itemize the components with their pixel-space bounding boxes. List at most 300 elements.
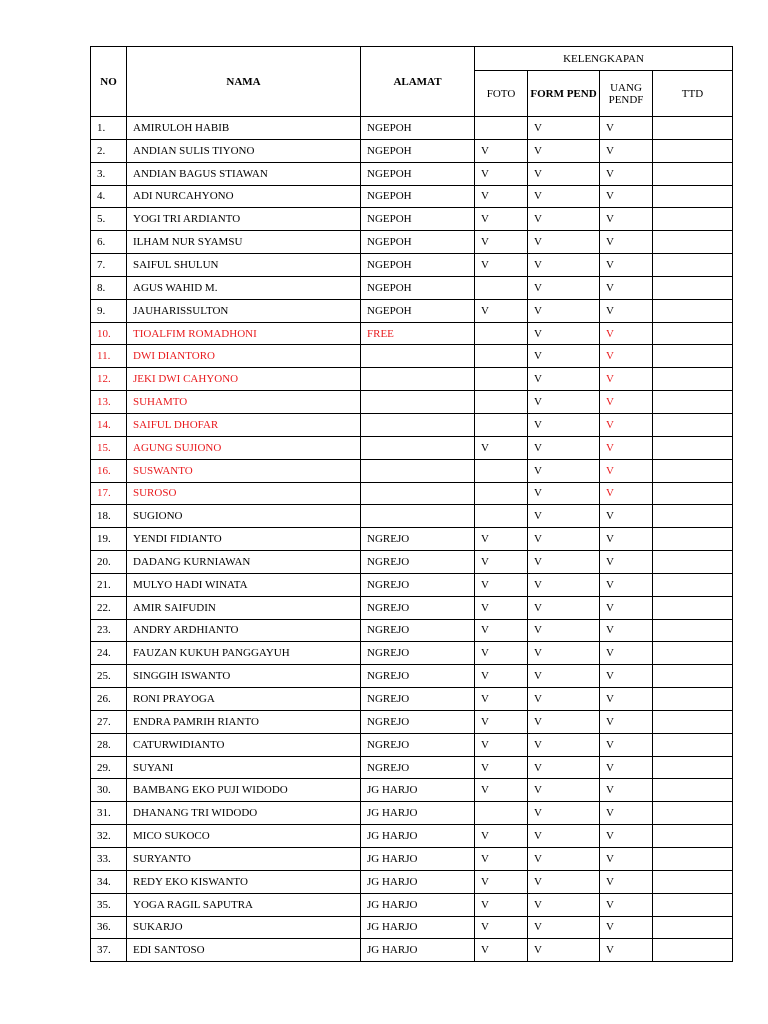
row-ttd-signature: [653, 825, 733, 848]
row-address: NGREJO: [361, 733, 475, 756]
row-address: NGEPOH: [361, 185, 475, 208]
row-uang-check: V: [600, 779, 653, 802]
table-row: [91, 162, 733, 185]
table-row: [91, 688, 733, 711]
row-uang-check: V: [600, 733, 653, 756]
row-address: NGEPOH: [361, 276, 475, 299]
table-row: [91, 825, 733, 848]
row-ttd-signature: [653, 573, 733, 596]
row-ttd-signature: [653, 756, 733, 779]
row-form-check: V: [528, 231, 600, 254]
row-ttd-signature: [653, 710, 733, 733]
row-foto-check: V: [475, 254, 528, 277]
row-foto-check: V: [475, 528, 528, 551]
row-name: DADANG KURNIAWAN: [127, 551, 361, 574]
row-address: NGREJO: [361, 573, 475, 596]
row-name: SUGIONO: [127, 505, 361, 528]
row-foto-check: [475, 368, 528, 391]
table-row: [91, 254, 733, 277]
table-row: [91, 665, 733, 688]
row-name: ANDRY ARDHIANTO: [127, 619, 361, 642]
row-number: 3.: [91, 162, 127, 185]
row-name: ILHAM NUR SYAMSU: [127, 231, 361, 254]
row-number: 17.: [91, 482, 127, 505]
row-number: 21.: [91, 573, 127, 596]
row-ttd-signature: [653, 688, 733, 711]
row-name: SUYANI: [127, 756, 361, 779]
table-row: [91, 802, 733, 825]
table-row: [91, 848, 733, 871]
row-uang-check: V: [600, 231, 653, 254]
row-name: SINGGIH ISWANTO: [127, 665, 361, 688]
row-foto-check: V: [475, 573, 528, 596]
row-foto-check: V: [475, 596, 528, 619]
row-name: SAIFUL DHOFAR: [127, 413, 361, 436]
row-uang-check: V: [600, 254, 653, 277]
row-form-check: V: [528, 208, 600, 231]
row-form-check: V: [528, 756, 600, 779]
row-number: 27.: [91, 710, 127, 733]
row-address: JG HARJO: [361, 893, 475, 916]
row-number: 13.: [91, 391, 127, 414]
header-foto: FOTO: [475, 71, 528, 117]
row-form-check: V: [528, 254, 600, 277]
row-name: JEKI DWI CAHYONO: [127, 368, 361, 391]
table-row: [91, 322, 733, 345]
table-row: [91, 733, 733, 756]
row-ttd-signature: [653, 391, 733, 414]
row-number: 18.: [91, 505, 127, 528]
row-foto-check: V: [475, 551, 528, 574]
row-name: ENDRA PAMRIH RIANTO: [127, 710, 361, 733]
row-name: SUHAMTO: [127, 391, 361, 414]
row-name: SUSWANTO: [127, 459, 361, 482]
row-name: YOGA RAGIL SAPUTRA: [127, 893, 361, 916]
row-number: 15.: [91, 436, 127, 459]
table-row: [91, 573, 733, 596]
row-ttd-signature: [653, 619, 733, 642]
table-row: [91, 916, 733, 939]
row-form-check: V: [528, 779, 600, 802]
row-ttd-signature: [653, 413, 733, 436]
row-number: 20.: [91, 551, 127, 574]
row-number: 37.: [91, 939, 127, 962]
row-uang-check: V: [600, 391, 653, 414]
row-number: 28.: [91, 733, 127, 756]
row-uang-check: V: [600, 185, 653, 208]
row-foto-check: [475, 482, 528, 505]
row-form-check: V: [528, 870, 600, 893]
row-uang-check: V: [600, 276, 653, 299]
table-row: [91, 505, 733, 528]
row-address: [361, 413, 475, 436]
row-number: 11.: [91, 345, 127, 368]
table-row: [91, 391, 733, 414]
row-uang-check: V: [600, 893, 653, 916]
row-ttd-signature: [653, 482, 733, 505]
row-form-check: V: [528, 596, 600, 619]
row-uang-check: V: [600, 665, 653, 688]
row-ttd-signature: [653, 299, 733, 322]
row-uang-check: V: [600, 505, 653, 528]
row-ttd-signature: [653, 117, 733, 140]
row-uang-check: V: [600, 573, 653, 596]
row-address: NGEPOH: [361, 139, 475, 162]
row-form-check: V: [528, 482, 600, 505]
row-number: 36.: [91, 916, 127, 939]
row-ttd-signature: [653, 345, 733, 368]
row-foto-check: V: [475, 619, 528, 642]
row-uang-check: V: [600, 825, 653, 848]
row-number: 4.: [91, 185, 127, 208]
table-row: [91, 299, 733, 322]
row-form-check: V: [528, 710, 600, 733]
table-row: [91, 551, 733, 574]
row-ttd-signature: [653, 939, 733, 962]
row-number: 34.: [91, 870, 127, 893]
header-form-pend: FORM PEND: [528, 71, 600, 117]
row-address: NGREJO: [361, 756, 475, 779]
row-foto-check: [475, 276, 528, 299]
row-form-check: V: [528, 436, 600, 459]
row-form-check: V: [528, 688, 600, 711]
row-address: [361, 345, 475, 368]
row-form-check: V: [528, 345, 600, 368]
row-foto-check: V: [475, 665, 528, 688]
row-ttd-signature: [653, 665, 733, 688]
row-form-check: V: [528, 368, 600, 391]
row-foto-check: [475, 391, 528, 414]
row-form-check: V: [528, 528, 600, 551]
row-ttd-signature: [653, 642, 733, 665]
table-row: [91, 939, 733, 962]
row-uang-check: V: [600, 299, 653, 322]
row-address: [361, 482, 475, 505]
row-uang-check: V: [600, 528, 653, 551]
row-number: 19.: [91, 528, 127, 551]
row-address: [361, 505, 475, 528]
row-uang-check: V: [600, 870, 653, 893]
row-number: 6.: [91, 231, 127, 254]
row-address: [361, 459, 475, 482]
row-uang-check: V: [600, 756, 653, 779]
row-number: 30.: [91, 779, 127, 802]
row-name: EDI SANTOSO: [127, 939, 361, 962]
row-name: JAUHARISSULTON: [127, 299, 361, 322]
row-number: 2.: [91, 139, 127, 162]
row-ttd-signature: [653, 185, 733, 208]
row-address: [361, 436, 475, 459]
row-foto-check: V: [475, 825, 528, 848]
row-form-check: V: [528, 299, 600, 322]
row-foto-check: V: [475, 139, 528, 162]
row-foto-check: [475, 413, 528, 436]
table-row: [91, 482, 733, 505]
row-address: NGREJO: [361, 596, 475, 619]
row-ttd-signature: [653, 162, 733, 185]
header-ttd: TTD: [653, 71, 733, 117]
row-foto-check: V: [475, 299, 528, 322]
row-number: 1.: [91, 117, 127, 140]
row-foto-check: V: [475, 162, 528, 185]
row-foto-check: V: [475, 870, 528, 893]
row-number: 7.: [91, 254, 127, 277]
row-number: 10.: [91, 322, 127, 345]
row-foto-check: [475, 459, 528, 482]
table-row: [91, 642, 733, 665]
table-row: [91, 870, 733, 893]
row-foto-check: V: [475, 185, 528, 208]
row-form-check: V: [528, 916, 600, 939]
row-name: CATURWIDIANTO: [127, 733, 361, 756]
table-row: [91, 779, 733, 802]
row-address: JG HARJO: [361, 825, 475, 848]
row-foto-check: V: [475, 848, 528, 871]
row-foto-check: V: [475, 779, 528, 802]
row-ttd-signature: [653, 231, 733, 254]
row-form-check: V: [528, 848, 600, 871]
row-foto-check: V: [475, 642, 528, 665]
row-address: JG HARJO: [361, 939, 475, 962]
row-uang-check: V: [600, 916, 653, 939]
row-address: NGEPOH: [361, 254, 475, 277]
table-row: [91, 528, 733, 551]
row-ttd-signature: [653, 596, 733, 619]
row-name: SAIFUL SHULUN: [127, 254, 361, 277]
row-form-check: V: [528, 413, 600, 436]
table-row: [91, 413, 733, 436]
row-form-check: V: [528, 825, 600, 848]
row-ttd-signature: [653, 733, 733, 756]
row-address: NGREJO: [361, 642, 475, 665]
row-uang-check: V: [600, 208, 653, 231]
row-name: DWI DIANTORO: [127, 345, 361, 368]
row-uang-check: V: [600, 413, 653, 436]
row-foto-check: V: [475, 208, 528, 231]
row-foto-check: [475, 322, 528, 345]
row-form-check: V: [528, 642, 600, 665]
row-uang-check: V: [600, 117, 653, 140]
row-number: 22.: [91, 596, 127, 619]
row-uang-check: V: [600, 162, 653, 185]
row-form-check: V: [528, 505, 600, 528]
row-foto-check: V: [475, 893, 528, 916]
header-no: NO: [91, 47, 127, 117]
row-number: 35.: [91, 893, 127, 916]
row-uang-check: V: [600, 596, 653, 619]
row-form-check: V: [528, 665, 600, 688]
row-form-check: V: [528, 573, 600, 596]
row-uang-check: V: [600, 482, 653, 505]
row-address: NGREJO: [361, 551, 475, 574]
header-nama: NAMA: [127, 47, 361, 117]
row-uang-check: V: [600, 802, 653, 825]
row-name: TIOALFIM ROMADHONI: [127, 322, 361, 345]
row-name: DHANANG TRI WIDODO: [127, 802, 361, 825]
row-address: NGREJO: [361, 665, 475, 688]
table-row: [91, 139, 733, 162]
row-form-check: V: [528, 322, 600, 345]
row-number: 33.: [91, 848, 127, 871]
row-address: JG HARJO: [361, 870, 475, 893]
row-name: MULYO HADI WINATA: [127, 573, 361, 596]
row-name: MICO SUKOCO: [127, 825, 361, 848]
row-foto-check: V: [475, 688, 528, 711]
row-name: BAMBANG EKO PUJI WIDODO: [127, 779, 361, 802]
row-ttd-signature: [653, 368, 733, 391]
row-address: NGEPOH: [361, 117, 475, 140]
table-row: [91, 619, 733, 642]
row-address: NGREJO: [361, 619, 475, 642]
row-form-check: V: [528, 939, 600, 962]
row-number: 31.: [91, 802, 127, 825]
row-number: 32.: [91, 825, 127, 848]
row-number: 5.: [91, 208, 127, 231]
row-name: AGUNG SUJIONO: [127, 436, 361, 459]
header-row-top: [91, 47, 733, 71]
row-name: ADI NURCAHYONO: [127, 185, 361, 208]
row-address: [361, 391, 475, 414]
row-form-check: V: [528, 185, 600, 208]
row-uang-check: V: [600, 619, 653, 642]
row-form-check: V: [528, 733, 600, 756]
row-form-check: V: [528, 162, 600, 185]
row-form-check: V: [528, 802, 600, 825]
row-name: YOGI TRI ARDIANTO: [127, 208, 361, 231]
row-number: 26.: [91, 688, 127, 711]
row-number: 12.: [91, 368, 127, 391]
row-foto-check: V: [475, 710, 528, 733]
table-row: [91, 276, 733, 299]
header-uang-pendf: UANG PENDF: [600, 71, 653, 117]
row-number: 23.: [91, 619, 127, 642]
row-form-check: V: [528, 551, 600, 574]
row-name: SURYANTO: [127, 848, 361, 871]
row-ttd-signature: [653, 893, 733, 916]
table-row: [91, 436, 733, 459]
row-form-check: V: [528, 893, 600, 916]
row-name: AMIRULOH HABIB: [127, 117, 361, 140]
row-number: 14.: [91, 413, 127, 436]
row-address: NGEPOH: [361, 162, 475, 185]
row-uang-check: V: [600, 710, 653, 733]
row-uang-check: V: [600, 939, 653, 962]
participant-table: [90, 46, 733, 962]
row-ttd-signature: [653, 848, 733, 871]
row-number: 29.: [91, 756, 127, 779]
row-number: 25.: [91, 665, 127, 688]
row-form-check: V: [528, 276, 600, 299]
row-uang-check: V: [600, 345, 653, 368]
row-foto-check: [475, 802, 528, 825]
row-uang-check: V: [600, 139, 653, 162]
row-ttd-signature: [653, 870, 733, 893]
row-foto-check: V: [475, 231, 528, 254]
row-name: REDY EKO KISWANTO: [127, 870, 361, 893]
row-ttd-signature: [653, 459, 733, 482]
row-foto-check: [475, 117, 528, 140]
row-address: FREE: [361, 322, 475, 345]
table-row: [91, 117, 733, 140]
row-uang-check: V: [600, 642, 653, 665]
row-address: JG HARJO: [361, 916, 475, 939]
row-form-check: V: [528, 619, 600, 642]
row-form-check: V: [528, 117, 600, 140]
header-kelengkapan: KELENGKAPAN: [475, 47, 733, 71]
row-uang-check: V: [600, 551, 653, 574]
row-ttd-signature: [653, 208, 733, 231]
row-uang-check: V: [600, 436, 653, 459]
table-row: [91, 893, 733, 916]
row-form-check: V: [528, 139, 600, 162]
row-ttd-signature: [653, 505, 733, 528]
row-ttd-signature: [653, 436, 733, 459]
row-uang-check: V: [600, 459, 653, 482]
row-name: RONI PRAYOGA: [127, 688, 361, 711]
table-row: [91, 231, 733, 254]
row-form-check: V: [528, 391, 600, 414]
row-foto-check: V: [475, 939, 528, 962]
row-foto-check: [475, 345, 528, 368]
table-row: [91, 710, 733, 733]
row-uang-check: V: [600, 848, 653, 871]
row-address: NGREJO: [361, 710, 475, 733]
row-ttd-signature: [653, 916, 733, 939]
row-ttd-signature: [653, 528, 733, 551]
table-row: [91, 208, 733, 231]
row-ttd-signature: [653, 276, 733, 299]
row-ttd-signature: [653, 322, 733, 345]
table-row: [91, 596, 733, 619]
row-address: JG HARJO: [361, 779, 475, 802]
row-uang-check: V: [600, 688, 653, 711]
row-address: JG HARJO: [361, 848, 475, 871]
row-name: FAUZAN KUKUH PANGGAYUH: [127, 642, 361, 665]
row-name: ANDIAN BAGUS STIAWAN: [127, 162, 361, 185]
row-address: NGEPOH: [361, 208, 475, 231]
row-ttd-signature: [653, 802, 733, 825]
row-uang-check: V: [600, 322, 653, 345]
row-address: NGEPOH: [361, 299, 475, 322]
row-foto-check: V: [475, 436, 528, 459]
row-ttd-signature: [653, 254, 733, 277]
row-name: SUROSO: [127, 482, 361, 505]
row-name: AMIR SAIFUDIN: [127, 596, 361, 619]
row-name: ANDIAN SULIS TIYONO: [127, 139, 361, 162]
row-address: NGREJO: [361, 528, 475, 551]
table-row: [91, 756, 733, 779]
row-form-check: V: [528, 459, 600, 482]
row-address: [361, 368, 475, 391]
row-foto-check: V: [475, 756, 528, 779]
header-alamat: ALAMAT: [361, 47, 475, 117]
row-ttd-signature: [653, 139, 733, 162]
row-number: 8.: [91, 276, 127, 299]
table-row: [91, 185, 733, 208]
row-name: YENDI FIDIANTO: [127, 528, 361, 551]
row-number: 9.: [91, 299, 127, 322]
row-foto-check: V: [475, 733, 528, 756]
table-row: [91, 459, 733, 482]
row-address: JG HARJO: [361, 802, 475, 825]
row-number: 16.: [91, 459, 127, 482]
table-body: [91, 117, 733, 962]
row-address: NGREJO: [361, 688, 475, 711]
table-row: [91, 368, 733, 391]
table-row: [91, 345, 733, 368]
row-ttd-signature: [653, 551, 733, 574]
row-foto-check: [475, 505, 528, 528]
